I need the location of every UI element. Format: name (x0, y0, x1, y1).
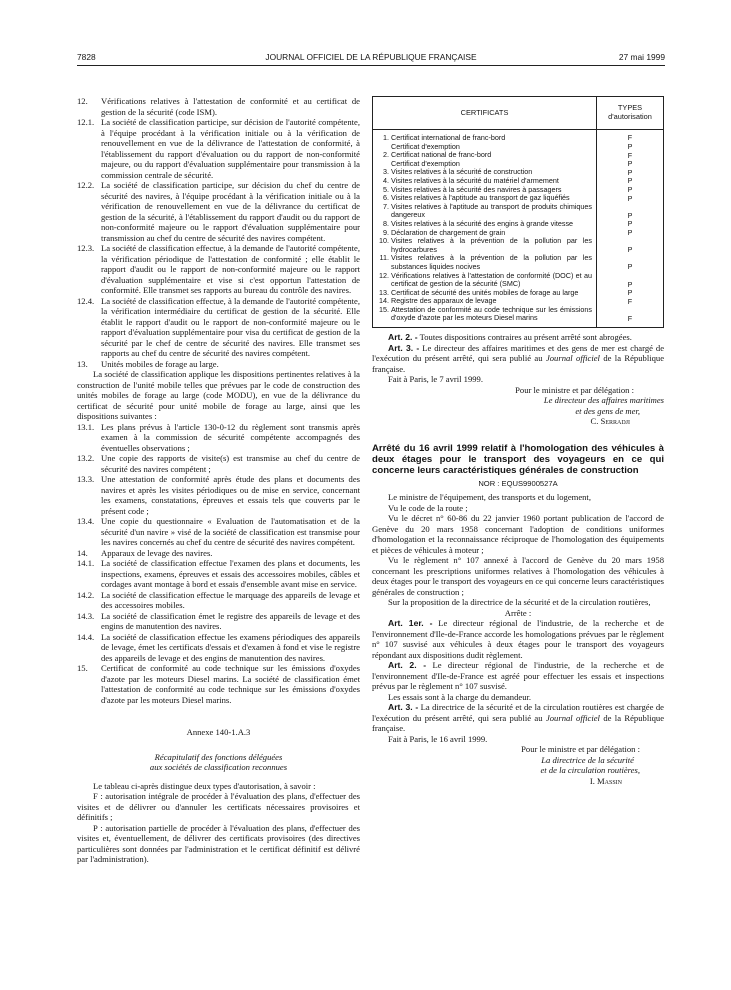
item-text: Une copie des rapports de visite(s) est transmise au chef du centre de sécurité des navires compétent ; (101, 453, 360, 474)
item-text: Unités mobiles de forage au large. (101, 358, 219, 369)
authorization-type: F (627, 150, 633, 160)
decree1-sig-2: Le directeur des affaires maritimes (543, 395, 664, 406)
item-text: La société de classification effectue, à la demande de l'autorité compétente, la vérification périodique de l'attestation de conformité ; elle établit le rapport d'audit ou le rapport de non-conformité majeure ou le rapport d'évaluation supplémentaire et vise si c'est opportun l'attestation de conformité. Elle transmet ses rapports au bureau du contrôle des navires. (101, 243, 360, 295)
list-item (77, 474, 360, 516)
row-number: 6. (383, 193, 389, 203)
row-number: 13. (379, 287, 389, 297)
authorization-type: F (627, 296, 633, 306)
decree1-art3: Art. 3. - Le directeur des affaires maritimes et des gens de mer est chargé de l'exécution du présent arrêté, qui sera publié au Journal officiel de la République française. (372, 342, 665, 374)
item-number: 14.3. (77, 610, 95, 621)
row-number: 14. (379, 296, 389, 306)
certificate-name: Visites relatives à la sécurité du matériel d'armement (391, 175, 559, 185)
certificates-table (372, 96, 664, 328)
list-item (77, 180, 360, 243)
item-text: Une copie du questionnaire « Evaluation de l'automatisation et de la sécurité d'un navire » visé de la société de classification est transmise pour les navires concernés au chef du centre de sécurité des navires compétent. (101, 516, 360, 547)
paragraph-13-intro: La société de classification applique les dispositions pertinentes relatives à la construction de l'unité mobile telles que prévues par le code de construction des unités mobiles de forage au large (code MODU), en vue de la délivrance du certificat de sécurité pour unité mobile de forage au large, ainsi que les dispositions suivantes : (77, 369, 360, 421)
item-text: Apparaux de levage des navires. (101, 547, 213, 558)
decree2-arrete: Arrête : (504, 607, 532, 618)
item-text: Les plans prévus à l'article 130-0-12 du règlement sont transmis après examen à la commission de sécurité compétente accompagnés des éventuelles observations ; (101, 421, 360, 453)
row-number: 2. (383, 150, 389, 160)
annexe-intro: Le tableau ci-après distingue deux types d'autorisation, à savoir : (93, 780, 316, 791)
decree2-minister: Le ministre de l'équipement, des transports et du logement, (388, 492, 591, 503)
table-row (379, 203, 592, 220)
certificate-name: Certificat national de franc-bord (391, 150, 492, 160)
item-number: 14. (77, 547, 88, 558)
authorization-type: P (627, 228, 633, 238)
issue-date: 27 mai 1999 (618, 52, 665, 62)
item-number: 14.4. (77, 631, 95, 642)
row-label (391, 237, 592, 254)
decree1-sig-1: Pour le ministre et par délégation : (515, 384, 634, 395)
item-number: 12. (77, 96, 88, 106)
item-number: 12.4. (77, 295, 95, 306)
list-item (77, 632, 360, 664)
row-number: 3. (383, 167, 389, 177)
decree2-title: Arrêté du 16 avril 1999 relatif à l'homologation des véhicules à deux étages pour le transport des voyageurs en ce qui concerne leurs caractéristiques générales de construction (372, 442, 664, 476)
certificate-name: Certificat d'exemption (391, 158, 460, 168)
decree2-sig-1: Pour le ministre et par délégation : (521, 744, 640, 755)
certificate-name: Visites relatives à la sécurité de construction (391, 167, 533, 177)
list-item (77, 611, 360, 632)
row-number: 12. (379, 270, 389, 280)
decree2-charges: Les essais sont à la charge du demandeur. (388, 691, 532, 702)
item-text: La société de classification effectue le marquage des appareils de levage et des accessoires mobiles. (101, 589, 360, 610)
item-text: La société de classification émet le registre des appareils de levage et des engins de manutention des navires. (101, 610, 360, 631)
decree2-nor: NOR : EQUS9900527A (478, 478, 558, 488)
annexe-f-definition: F : autorisation intégrale de procéder à l'évaluation des plans, d'effectuer des visites et de délivrer ou d'annuler les certificats nécessaires provisoires et définitifs ; (77, 791, 360, 822)
certificate-name: Certificat de sécurité des unités mobiles de forage au large (391, 287, 579, 297)
page-header (77, 52, 665, 66)
row-number: 15. (379, 304, 389, 314)
certificates-list (373, 130, 597, 328)
row-number: 5. (383, 184, 389, 194)
list-item (77, 558, 360, 590)
decree2-fait: Fait à Paris, le 16 avril 1999. (388, 733, 488, 744)
authorization-type: P (627, 210, 633, 220)
table-row (379, 134, 592, 151)
item-number: 13.2. (77, 453, 95, 463)
table-row (379, 306, 592, 323)
types-list (597, 130, 664, 328)
decree2-proposition: Sur la proposition de la directrice de la sécurité et de la circulation routières, (388, 597, 651, 608)
list-item (77, 243, 360, 296)
row-label (391, 134, 592, 151)
item-number: 13.3. (77, 474, 95, 484)
decree2-vu-decret: Vu le décret n° 60-86 du 22 janvier 1960 portant publication de l'accord de Genève du 20 mars 1958 concernant l'adoption de conditions uniformes d'homologation et la reconnaissance réciproque de l'homologation des équipements et pièces de véhicules à moteur ; (372, 513, 664, 555)
item-number: 12.2. (77, 180, 95, 190)
authorization-type: P (627, 176, 633, 186)
col-types-header: TYPES d'autorisation (597, 97, 664, 130)
right-column (372, 96, 664, 786)
header-rule (77, 65, 665, 66)
authorization-type: P (627, 185, 633, 195)
row-label (391, 306, 592, 323)
authorization-type: P (627, 193, 633, 203)
table-row (379, 254, 592, 271)
table-row (379, 272, 592, 289)
decree1-signatory: C. Serradji (590, 416, 630, 427)
row-label (391, 254, 592, 271)
decree2-art1: Art. 1er. - Le directeur régional de l'industrie, de la recherche et de l'environnement d'Ile-de-France accorde les homologations prévues par le règlement n° 107 susvisé aux véhicules à deux étages pour le transport des voyageurs répondant aux dispositions dudit règlement. (372, 618, 664, 660)
certificate-name: Visites relatives à la prévention de la pollution par les substances liquides nocives (391, 253, 592, 271)
authorization-type: P (627, 245, 633, 255)
authorization-type: F (627, 313, 633, 323)
list-item (77, 516, 360, 548)
row-number: 11. (379, 253, 389, 263)
annexe-subtitle-1: Récapitulatif des fonctions déléguées (154, 751, 283, 762)
list-item (77, 548, 360, 559)
item-number: 13. (77, 358, 88, 369)
decree2-sig-3: et de la circulation routières, (540, 765, 640, 776)
item-number: 12.3. (77, 243, 95, 253)
row-number: 7. (383, 201, 389, 211)
annexe-p-definition: P : autorisation partielle de procéder à l'évaluation des plans, d'effectuer des visites et, éventuellement, de délivrer des certificats provisoires (des directives particulières sont données par l'administration et le certificat définitif est délivré par l'administration). (77, 822, 360, 864)
list-item (77, 453, 360, 474)
certificate-name: Registre des apparaux de levage (391, 296, 497, 306)
item-number: 14.2. (77, 589, 95, 600)
row-number: 4. (383, 175, 389, 185)
decree2-sig-2: La directrice de la sécurité (541, 754, 634, 765)
item-text: La société de classification effectue l'examen des plans et documents, les inspections, examens, épreuves et essais des accessoires mobiles, câbles et cordages avant montage à bord et essais d'ensemble avant mise en service. (101, 558, 360, 589)
authorization-type: F (627, 133, 633, 143)
item-number: 13.4. (77, 516, 95, 526)
row-number: 9. (383, 227, 389, 237)
list-item (77, 359, 360, 370)
authorization-type: P (627, 279, 633, 289)
authorization-type: P (627, 142, 633, 152)
decree1-art2: Art. 2. - Toutes dispositions contraires au présent arrêté sont abrogées. (388, 332, 632, 343)
table-row (379, 151, 592, 168)
item-text: Une attestation de conformité après étude des plans et documents des navires et après les visites périodiques ou de mise en service, concernant les examens, constatations, épreuves et essais tels que couverts par le présent code ; (101, 474, 360, 516)
row-number: 8. (383, 218, 389, 228)
row-label (391, 151, 592, 168)
col-certificats-header: CERTIFICATS (373, 97, 597, 130)
item-number: 15. (77, 663, 88, 673)
decree1-fait: Fait à Paris, le 7 avril 1999. (388, 374, 483, 385)
item-number: 13.1. (77, 421, 95, 432)
certificate-name: Certificat d'exemption (391, 141, 460, 151)
list-item (77, 663, 360, 705)
page-number: 7828 (77, 52, 96, 62)
item-text: Certificat de conformité au code technique sur les émissions d'oxydes d'azote par les moteurs Diesel marins. La société de classification émet l'attestation de conformité au code technique sur les émissions d'oxydes d'azote par les moteurs Diesel marins. (101, 663, 360, 705)
list-item (77, 96, 360, 117)
certificate-name: Attestation de conformité au code technique sur les émissions d'oxyde d'azote par les moteurs Diesel marins (391, 304, 592, 323)
item-text: La société de classification effectue, à la demande de l'autorité compétente, la vérification intermédiaire du certificat de gestion de la sécurité. Elle établit le rapport d'audit ou le rapport de non-conformité majeure ou le rapport d'évaluation supplémentaire pour visa du certificat de gestion de la sécurité par le chef de centre de sécurité des navires. Elle transmet ses rapports au chef du centre de sécurité des navires compétent. (101, 295, 360, 358)
item-number: 14.1. (77, 558, 95, 568)
journal-title: JOURNAL OFFICIEL DE LA RÉPUBLIQUE FRANÇAISE (265, 52, 477, 62)
decree2-art2: Art. 2. - Le directeur régional de l'industrie, de la recherche et de l'environnement d'Ile-de-France est agréé pour effectuer les essais et inspections prévus par le règlement n° 107 susvisé. (372, 660, 664, 692)
left-column (77, 96, 360, 865)
list-item (77, 422, 360, 454)
certificate-name: Visites relatives à la sécurité des engins à grande vitesse (391, 218, 574, 228)
item-number: 12.1. (77, 117, 95, 127)
authorization-type: P (627, 219, 633, 229)
certificate-name: Déclaration de chargement de grain (391, 227, 506, 237)
row-number: 1. (383, 133, 389, 142)
certificate-name: Vérifications relatives à l'attestation de conformité (DOC) et au certificat de gestion de la sécurité (SMC) (391, 270, 592, 289)
row-label (391, 272, 592, 289)
decree2-art3: Art. 3. - La directrice de la sécurité et de la circulation routières est chargée de l'exécution du présent arrêté, qui sera publié au Journal officiel de la République française. (372, 702, 665, 734)
annexe-title: Annexe 140-1.A.3 (186, 727, 251, 737)
certificate-name: Visites relatives à l'aptitude au transport de gaz liquéfiés (391, 193, 570, 203)
decree2-signatory: I. Massin (589, 775, 622, 786)
row-number: 10. (379, 236, 389, 246)
decree1-sig-3: et des gens de mer, (575, 405, 640, 416)
list-item (77, 590, 360, 611)
authorization-type: P (627, 167, 633, 177)
certificate-name: Visites relatives à la prévention de la pollution par les hydrocarbures (391, 236, 592, 254)
table-row (379, 237, 592, 254)
row-label (391, 203, 592, 220)
item-text: Vérifications relatives à l'attestation de conformité et au certificat de gestion de la sécurité (code ISM). (101, 96, 360, 117)
authorization-type: P (627, 262, 633, 272)
annexe-subtitle-2: aux sociétés de classification reconnues (149, 762, 288, 772)
decree2-vu-code: Vu le code de la route ; (388, 502, 468, 513)
item-text: La société de classification effectue les examens périodiques des appareils de levage, émet les certificats d'essais et d'examen à fond et vise le registre des appareils de levage et des engins de manutention des navires. (101, 631, 360, 663)
item-text: La société de classification participe, sur décision du chef du centre de sécurité des navires, à l'équipe procédant à la vérification initiale ou à la vérification de renouvellement en vue de la délivrance du certificat de gestion de la sécurité, à l'établissement du rapport d'audit ou du rapport de non-conformité majeure ou le rapport d'évaluation supplémentaire pour transmission au chef du centre de sécurité des navires compétent. (101, 180, 360, 243)
authorization-type: P (627, 288, 633, 298)
certificate-name: Certificat international de franc-bord (391, 133, 506, 142)
list-item (77, 117, 360, 180)
authorization-type: P (627, 159, 633, 169)
certificate-name: Visites relatives à la sécurité des navires à passagers (391, 184, 562, 194)
certificate-name: Visites relatives à l'aptitude au transport de produits chimiques dangereux (391, 201, 592, 220)
list-item (77, 296, 360, 359)
decree2-vu-reglement: Vu le règlement n° 107 annexé à l'accord de Genève du 20 mars 1958 concernant les prescriptions uniformes relatives à l'homologation des véhicules à deux étages pour le transport des voyageurs en ce qui concerne leurs caractéristiques générales de construction ; (372, 555, 664, 597)
item-text: La société de classification participe, sur décision de l'autorité compétente, à l'équipe procédant à la vérification initiale ou à la vérification de renouvellement en vue de la délivrance de l'attestation de conformité, à l'établissement du rapport d'évaluation ou du rapport de non-conformité majeure, ou du rapport d'évaluation supplémentaire pour transmission à la commission centrale de sécurité. (101, 117, 360, 180)
